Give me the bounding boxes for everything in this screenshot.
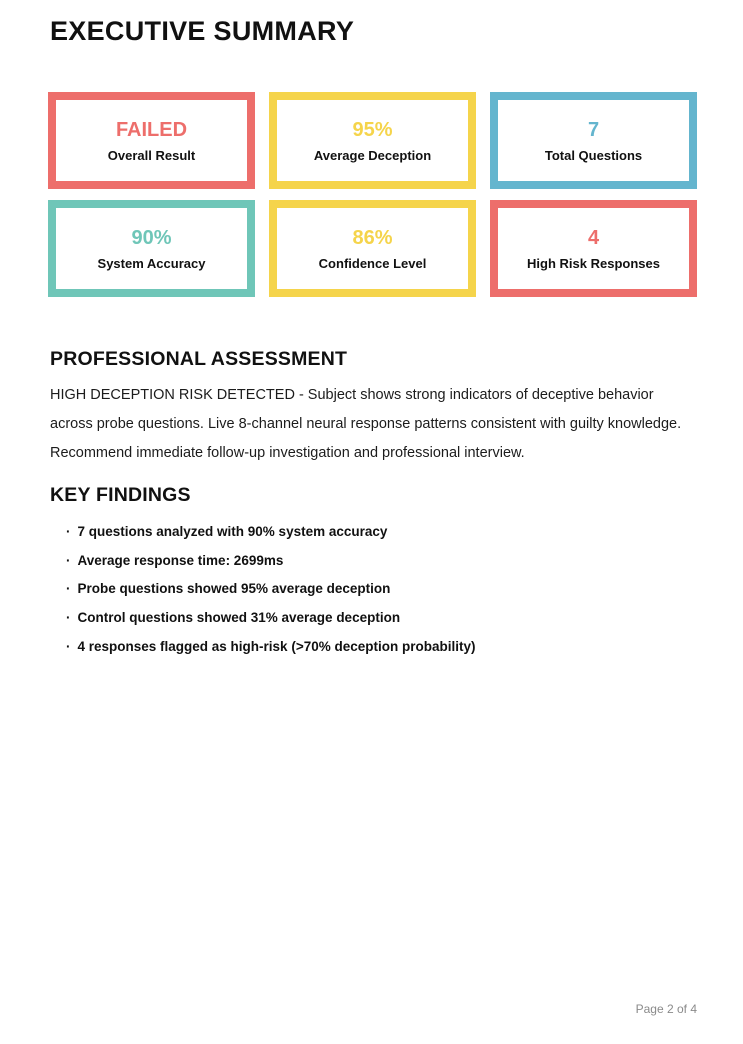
assessment-body-text: HIGH DECEPTION RISK DETECTED - Subject shows strong indicators of deceptive behavior across probe questions. Live 8-channel neural response patterns consistent with guilty knowledge. Recommend immediate follow-up investigation and professional interview. [50, 387, 682, 461]
stat-card-confidence-level [269, 200, 476, 297]
stat-label: Confidence Level [318, 255, 427, 271]
stat-value: FAILED [115, 118, 188, 141]
bullet-icon: · [66, 524, 71, 539]
finding-item [66, 518, 686, 547]
key-findings-list [66, 518, 686, 662]
finding-item [66, 575, 686, 604]
bullet-icon: · [66, 552, 71, 568]
stat-label: Total Questions [544, 147, 643, 163]
page-number: Page 2 of 4 [635, 1002, 697, 1016]
stat-value: 4 [587, 226, 600, 249]
page-title: EXECUTIVE SUMMARY [50, 16, 355, 46]
bullet-icon: · [66, 610, 71, 626]
finding-text: Control questions showed 31% average deception [77, 610, 401, 626]
stat-card-overall-result [48, 92, 255, 189]
stat-label: High Risk Responses [527, 255, 660, 271]
stat-value: 90% [131, 226, 172, 249]
section-heading-professional-assessment: PROFESSIONAL ASSESSMENT [50, 348, 348, 370]
stat-card-total-questions [490, 92, 697, 189]
summary-stat-cards [48, 92, 697, 297]
stat-label: System Accuracy [97, 255, 206, 271]
stat-card-system-accuracy [48, 200, 255, 297]
finding-text: 4 responses flagged as high-risk (>70% deception probability) [77, 638, 476, 654]
stat-card-high-risk-responses [490, 200, 697, 297]
finding-text: Probe questions showed 95% average deception [77, 581, 391, 597]
section-heading-key-findings: KEY FINDINGS [50, 484, 191, 506]
bullet-icon: · [66, 581, 71, 597]
finding-item [66, 547, 686, 576]
finding-text: Average response time: 2699ms [77, 552, 284, 568]
bullet-icon: · [66, 638, 71, 654]
finding-text: 7 questions analyzed with 90% system accuracy [77, 524, 388, 539]
finding-item [66, 604, 686, 633]
finding-item [66, 633, 686, 662]
stat-card-average-deception [269, 92, 476, 189]
stat-value: 95% [352, 118, 393, 141]
stat-label: Average Deception [313, 147, 432, 163]
stat-label: Overall Result [107, 147, 196, 163]
stat-value: 7 [587, 118, 600, 141]
stat-value: 86% [352, 226, 393, 249]
